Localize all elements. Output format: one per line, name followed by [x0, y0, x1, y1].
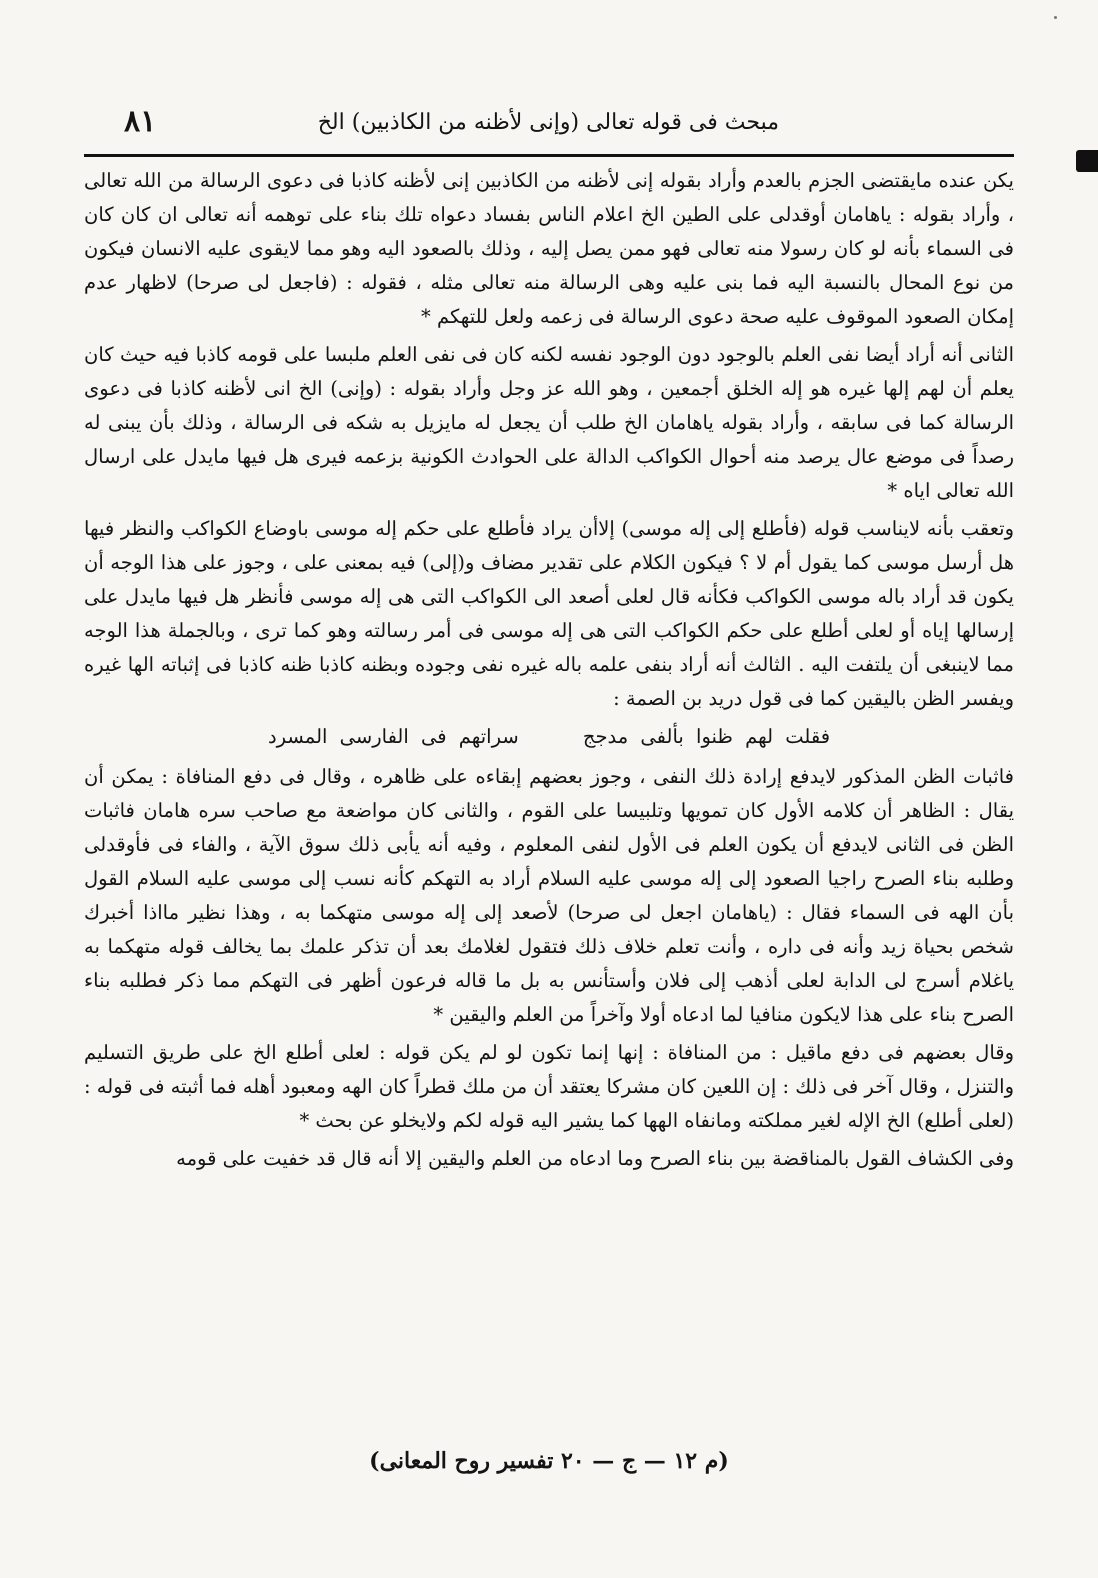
running-title: مبحث فى قوله تعالى (وإنى لأظنه من الكاذبين) الخ — [317, 110, 779, 135]
paragraph: فاثبات الظن المذكور لايدفع إرادة ذلك النفى ، وجوز بعضهم إبقاءه على ظاهره ، وقال فى دفع المنافاة : يمكن أن يقال : الظاهر أن كلامه الأول كان تمويها وتلبيسا على القوم ، والثانى كان مواضعة مع صاحب سره هامان فاثبات الظن فى الثانى لايدفع أن يكون العلم فى الأول لنفى المعلوم ، وفيه أنه يأبى ذلك سوق الآية ، والفاء فى فأوقدلى وطلبه بناء الصرح راجيا الصعود إلى إله موسى عليه السلام أراد به التهكم كأنه نسب إلى موسى عليه السلام القول بأن الهه فى السماء فقال : (ياهامان اجعل لى صرحا) لأصعد إلى إله موسى متهكما به ، وهذا نظير مااذا أخبرك شخص بحياة زيد وأنه فى داره ، وأنت تعلم خلاف ذلك فتقول لغلامك بعد أن تذكر علمك بما يخالف قوله متهكما به ياغلام أسرج لى الدابة لعلى أذهب إلى فلان وأستأنس به بل ما قاله فرعون أظهر فى التهكم مما ذكر فطلبه بناء الصرح بناء على هذا لايكون منافيا لما ادعاه أولا وآخراً من العلم واليقين * — [84, 765, 1014, 1026]
page-header — [84, 96, 1014, 148]
verse-first-hemistich: فقلت لهم ظنوا بألفى مدجج — [582, 725, 831, 748]
printer-signature: (م ١٢ — ج — ٢٠ تفسير روح المعانى) — [369, 1448, 729, 1474]
page-number: ٨١ — [124, 104, 157, 139]
header-divider — [84, 154, 1014, 157]
verse-second-hemistich: سراتهم فى الفارسى المسرد — [267, 725, 519, 748]
paragraph: الثانى أنه أراد أيضا نفى العلم بالوجود دون الوجود نفسه لكنه كان فى نفى العلم ملبسا على قومه كاذبا فيه حيث كان يعلم أن لهم إلها غيره هو إله الخلق أجمعين ، وهو الله عز وجل وأراد بقوله : (وإنى) الخ انى لأظنه كاذبا فى دعوى الرسالة كما فى سابقه ، وأراد بقوله ياهامان الخ طلب أن يجعل له مايزيل به شكه فى الرسالة ، وذلك بأن يبنى له رصداً فى موضع عال يرصد منه أحوال الكواكب الدالة على الحوادث الكونية بزعمه فيرى هل فيها مايدل على ارسال الله تعالى اياه * — [84, 343, 1014, 502]
main-text — [84, 164, 1014, 1180]
scan-speck — [1054, 16, 1057, 19]
paragraph: وقال بعضهم فى دفع ماقيل : من المنافاة : إنها إنما تكون لو لم يكن قوله : لعلى أطلع الخ على طريق التسليم والتنزل ، وقال آخر فى ذلك : إن اللعين كان مشركا يعتقد أن من ملك قطراً كان الهه ومعبود أهله فما أثبته فى قوله : (لعلى أطلع) الخ الإله لغير مملكته ومانفاه الهها كما يشير اليه قوله لكم ولايخلو عن بحث * — [84, 1041, 1014, 1132]
page-edge-tab — [1076, 150, 1098, 172]
paragraph: وفى الكشاف القول بالمناقضة بين بناء الصرح وما ادعاه من العلم واليقين إلا أنه قال قد خفيت على قومه — [176, 1147, 1014, 1170]
paragraph: يكن عنده مايقتضى الجزم بالعدم وأراد بقوله إنى لأظنه من الكاذبين إنى لأظنه كاذبا فى دعوى الرسالة من الله تعالى ، وأراد بقوله : ياهامان أوقدلى على الطين الخ اعلام الناس بفساد دعواه تلك بناء على توهمه أنه تعالى ان كان كان فى السماء بأنه لو كان رسولا منه تعالى فهو ممن يصل إليه ، وذلك بالصعود اليه وهو مما لايقوى عليه الانسان فيكون من نوع المحال بالنسبة اليه فما بنى عليه وهى الرسالة منه تعالى مثله ، فقوله : (فاجعل لى صرحا) لاظهار عدم إمكان الصعود الموقوف عليه صحة دعوى الرسالة فى زعمه ولعل للتهكم * — [84, 169, 1014, 328]
poetry-verse — [84, 720, 1014, 754]
paragraph: وتعقب بأنه لايناسب قوله (فأطلع إلى إله موسى) إلاأن يراد فأطلع على حكم إله موسى باوضاع الكواكب والنظر فيها هل أرسل موسى كما يقول أم لا ؟ فيكون الكلام على تقدير مضاف و(إلى) فيه بمعنى على ، وجوز على هذا الوجه أن يكون قد أراد باله موسى الكواكب فكأنه قال لعلى أصعد الى الكواكب التى هى إله موسى فأنظر هل فيها مايدل على إرسالها إياه أو لعلى أطلع على حكم الكواكب التى هى إله موسى فى أمر رسالته وهو كما ترى ، وبالجملة هذا الوجه مما لاينبغى أن يلتفت اليه . الثالث أنه أراد بنفى علمه باله غيره نفى وجوده وبظنه كاذبا ظنه كاذبا فى إثباته الها غيره ويفسر الظن باليقين كما فى قول دريد بن الصمة : — [84, 517, 1014, 710]
book-page — [84, 96, 1014, 1546]
